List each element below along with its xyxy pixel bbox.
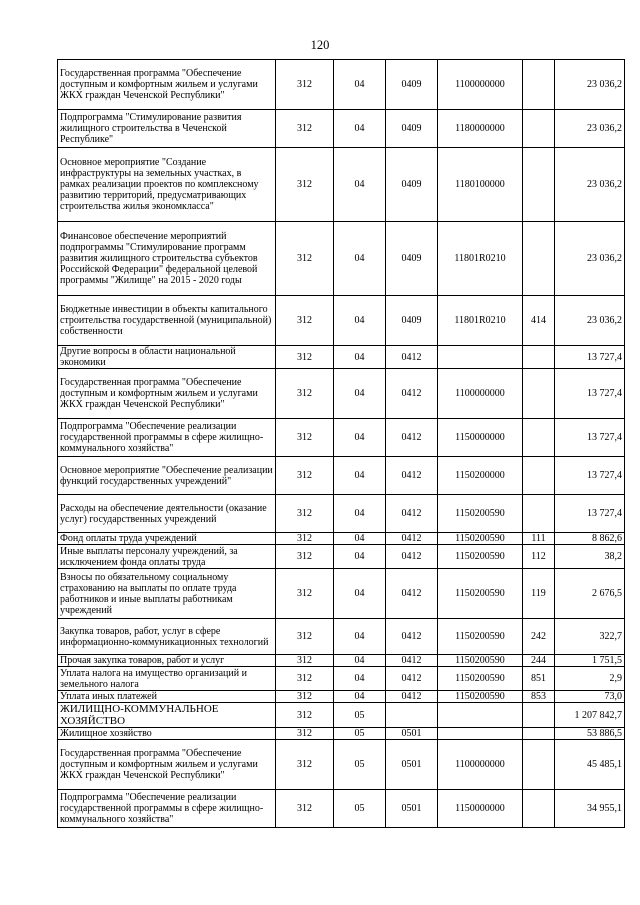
row-target-article: 1100000000: [438, 60, 523, 110]
row-ved-code: 312: [276, 495, 334, 533]
table-row: [58, 728, 625, 740]
row-amount: 13 727,4: [555, 457, 625, 495]
row-ved-code: 312: [276, 619, 334, 655]
row-expense-type: [523, 148, 555, 222]
row-subsection-code: [386, 703, 438, 728]
row-subsection-code: 0412: [386, 457, 438, 495]
table-row: [58, 655, 625, 667]
row-name: Расходы на обеспечение деятельности (оказание услуг) государственных учреждений: [58, 495, 276, 533]
row-ved-code: 312: [276, 296, 334, 346]
row-expense-type: [523, 60, 555, 110]
row-amount: 1 207 842,7: [555, 703, 625, 728]
row-expense-type: [523, 457, 555, 495]
row-expense-type: [523, 110, 555, 148]
row-expense-type: [523, 369, 555, 419]
row-subsection-code: 0501: [386, 790, 438, 828]
row-name: ЖИЛИЩНО-КОММУНАЛЬНОЕ ХОЗЯЙСТВО: [58, 703, 276, 728]
row-amount: 13 727,4: [555, 495, 625, 533]
table-row: [58, 60, 625, 110]
row-expense-type: 853: [523, 691, 555, 703]
row-subsection-code: 0412: [386, 545, 438, 569]
row-section-code: 04: [334, 545, 386, 569]
row-expense-type: 244: [523, 655, 555, 667]
row-target-article: 1150200590: [438, 569, 523, 619]
row-expense-type: 414: [523, 296, 555, 346]
row-target-article: 1150000000: [438, 419, 523, 457]
row-subsection-code: 0412: [386, 346, 438, 369]
table-row: [58, 691, 625, 703]
row-amount: 13 727,4: [555, 419, 625, 457]
row-subsection-code: 0409: [386, 110, 438, 148]
row-amount: 322,7: [555, 619, 625, 655]
row-ved-code: 312: [276, 691, 334, 703]
row-section-code: 04: [334, 569, 386, 619]
row-subsection-code: 0409: [386, 148, 438, 222]
row-name: Подпрограмма "Обеспечение реализации государственной программы в сфере жилищно-коммунального хозяйства": [58, 790, 276, 828]
row-target-article: 11801R0210: [438, 222, 523, 296]
row-target-article: 1180100000: [438, 148, 523, 222]
row-name: Прочая закупка товаров, работ и услуг: [58, 655, 276, 667]
row-amount: 73,0: [555, 691, 625, 703]
row-expense-type: 242: [523, 619, 555, 655]
row-expense-type: 119: [523, 569, 555, 619]
row-subsection-code: 0412: [386, 569, 438, 619]
table-row: [58, 222, 625, 296]
row-section-code: 04: [334, 222, 386, 296]
row-amount: 23 036,2: [555, 60, 625, 110]
row-section-code: 04: [334, 110, 386, 148]
row-subsection-code: 0412: [386, 655, 438, 667]
row-expense-type: 111: [523, 533, 555, 545]
row-section-code: 04: [334, 655, 386, 667]
row-amount: 23 036,2: [555, 148, 625, 222]
row-target-article: 1150200590: [438, 495, 523, 533]
row-ved-code: 312: [276, 148, 334, 222]
row-target-article: 1150200590: [438, 691, 523, 703]
row-target-article: [438, 728, 523, 740]
row-expense-type: [523, 728, 555, 740]
row-name: Государственная программа "Обеспечение доступным и комфортным жильем и услугами ЖКХ граждан Чеченской Республики": [58, 369, 276, 419]
row-subsection-code: 0412: [386, 369, 438, 419]
row-section-code: 04: [334, 495, 386, 533]
row-ved-code: 312: [276, 533, 334, 545]
row-target-article: 1150200590: [438, 619, 523, 655]
table-row: [58, 533, 625, 545]
row-subsection-code: 0409: [386, 296, 438, 346]
row-section-code: 05: [334, 703, 386, 728]
table-row: [58, 619, 625, 655]
row-section-code: 05: [334, 790, 386, 828]
row-section-code: 05: [334, 740, 386, 790]
row-ved-code: 312: [276, 110, 334, 148]
row-name: Подпрограмма "Обеспечение реализации государственной программы в сфере жилищно-коммунального хозяйства": [58, 419, 276, 457]
row-section-code: 04: [334, 667, 386, 691]
row-name: Основное мероприятие "Создание инфраструктуры на земельных участках, в рамках реализации проектов по комплексному развитию территорий, предусматривающих строительства жилья экономкласса": [58, 148, 276, 222]
row-section-code: 05: [334, 728, 386, 740]
row-amount: 23 036,2: [555, 222, 625, 296]
row-ved-code: 312: [276, 369, 334, 419]
row-section-code: 04: [334, 369, 386, 419]
table-row: [58, 296, 625, 346]
row-target-article: [438, 346, 523, 369]
row-ved-code: 312: [276, 655, 334, 667]
table-row: [58, 148, 625, 222]
row-expense-type: [523, 346, 555, 369]
row-subsection-code: 0409: [386, 222, 438, 296]
row-target-article: 1150200590: [438, 667, 523, 691]
row-expense-type: [523, 419, 555, 457]
table-row: [58, 667, 625, 691]
row-target-article: 1150200590: [438, 655, 523, 667]
row-amount: 13 727,4: [555, 346, 625, 369]
row-amount: 23 036,2: [555, 110, 625, 148]
row-target-article: 11801R0210: [438, 296, 523, 346]
row-target-article: 1150000000: [438, 790, 523, 828]
row-subsection-code: 0501: [386, 740, 438, 790]
row-target-article: 1180000000: [438, 110, 523, 148]
table-row: [58, 369, 625, 419]
row-amount: 23 036,2: [555, 296, 625, 346]
row-ved-code: 312: [276, 728, 334, 740]
row-subsection-code: 0501: [386, 728, 438, 740]
table-row: [58, 545, 625, 569]
table-row: [58, 457, 625, 495]
budget-table: [57, 59, 625, 828]
table-row: [58, 419, 625, 457]
row-amount: 8 862,6: [555, 533, 625, 545]
table-row: [58, 790, 625, 828]
table-row: [58, 495, 625, 533]
row-amount: 45 485,1: [555, 740, 625, 790]
table-row: [58, 703, 625, 728]
row-name: Закупка товаров, работ, услуг в сфере информационно-коммуникационных технологий: [58, 619, 276, 655]
table-row: [58, 110, 625, 148]
row-section-code: 04: [334, 691, 386, 703]
row-name: Финансовое обеспечение мероприятий подпрограммы "Стимулирование программ развития жилищного строительства субъектов Российской Федерации" федеральной целевой программы "Жилище" на 2015 - 2020 годы: [58, 222, 276, 296]
row-target-article: 1100000000: [438, 369, 523, 419]
table-row: [58, 346, 625, 369]
row-name: Подпрограмма "Стимулирование развития жилищного строительства в Чеченской Республике": [58, 110, 276, 148]
row-amount: 1 751,5: [555, 655, 625, 667]
row-name: Жилищное хозяйство: [58, 728, 276, 740]
row-ved-code: 312: [276, 60, 334, 110]
row-name: Бюджетные инвестиции в объекты капитального строительства государственной (муниципальной) собственности: [58, 296, 276, 346]
row-ved-code: 312: [276, 457, 334, 495]
row-name: Основное мероприятие "Обеспечение реализации функций государственных учреждений": [58, 457, 276, 495]
row-ved-code: 312: [276, 703, 334, 728]
row-name: Уплата налога на имущество организаций и земельного налога: [58, 667, 276, 691]
row-subsection-code: 0412: [386, 419, 438, 457]
row-amount: 13 727,4: [555, 369, 625, 419]
row-subsection-code: 0409: [386, 60, 438, 110]
table-row: [58, 740, 625, 790]
row-section-code: 04: [334, 457, 386, 495]
row-ved-code: 312: [276, 740, 334, 790]
row-ved-code: 312: [276, 222, 334, 296]
row-subsection-code: 0412: [386, 619, 438, 655]
row-name: Фонд оплаты труда учреждений: [58, 533, 276, 545]
row-name: Уплата иных платежей: [58, 691, 276, 703]
row-section-code: 04: [334, 346, 386, 369]
row-expense-type: [523, 703, 555, 728]
row-target-article: 1150200000: [438, 457, 523, 495]
row-amount: 34 955,1: [555, 790, 625, 828]
row-amount: 38,2: [555, 545, 625, 569]
row-ved-code: 312: [276, 545, 334, 569]
row-ved-code: 312: [276, 419, 334, 457]
row-amount: 53 886,5: [555, 728, 625, 740]
row-expense-type: [523, 222, 555, 296]
row-expense-type: [523, 495, 555, 533]
table-row: [58, 569, 625, 619]
row-ved-code: 312: [276, 569, 334, 619]
row-expense-type: 851: [523, 667, 555, 691]
row-expense-type: 112: [523, 545, 555, 569]
row-target-article: 1150200590: [438, 545, 523, 569]
row-section-code: 04: [334, 533, 386, 545]
row-subsection-code: 0412: [386, 691, 438, 703]
row-name: Взносы по обязательному социальному страхованию на выплаты по оплате труда работников и иные выплаты работникам учреждений: [58, 569, 276, 619]
row-name: Другие вопросы в области национальной экономики: [58, 346, 276, 369]
row-target-article: 1150200590: [438, 533, 523, 545]
row-amount: 2 676,5: [555, 569, 625, 619]
row-expense-type: [523, 740, 555, 790]
row-ved-code: 312: [276, 790, 334, 828]
page-number: 120: [310, 38, 330, 52]
row-subsection-code: 0412: [386, 667, 438, 691]
row-name: Государственная программа "Обеспечение доступным и комфортным жильем и услугами ЖКХ граждан Чеченской Республики": [58, 60, 276, 110]
row-ved-code: 312: [276, 667, 334, 691]
row-section-code: 04: [334, 419, 386, 457]
row-target-article: 1100000000: [438, 740, 523, 790]
row-name: Иные выплаты персоналу учреждений, за исключением фонда оплаты труда: [58, 545, 276, 569]
row-section-code: 04: [334, 296, 386, 346]
row-ved-code: 312: [276, 346, 334, 369]
row-amount: 2,9: [555, 667, 625, 691]
row-section-code: 04: [334, 60, 386, 110]
row-section-code: 04: [334, 148, 386, 222]
row-expense-type: [523, 790, 555, 828]
row-target-article: [438, 703, 523, 728]
row-subsection-code: 0412: [386, 533, 438, 545]
row-section-code: 04: [334, 619, 386, 655]
row-subsection-code: 0412: [386, 495, 438, 533]
row-name: Государственная программа "Обеспечение доступным и комфортным жильем и услугами ЖКХ граждан Чеченской Республики": [58, 740, 276, 790]
